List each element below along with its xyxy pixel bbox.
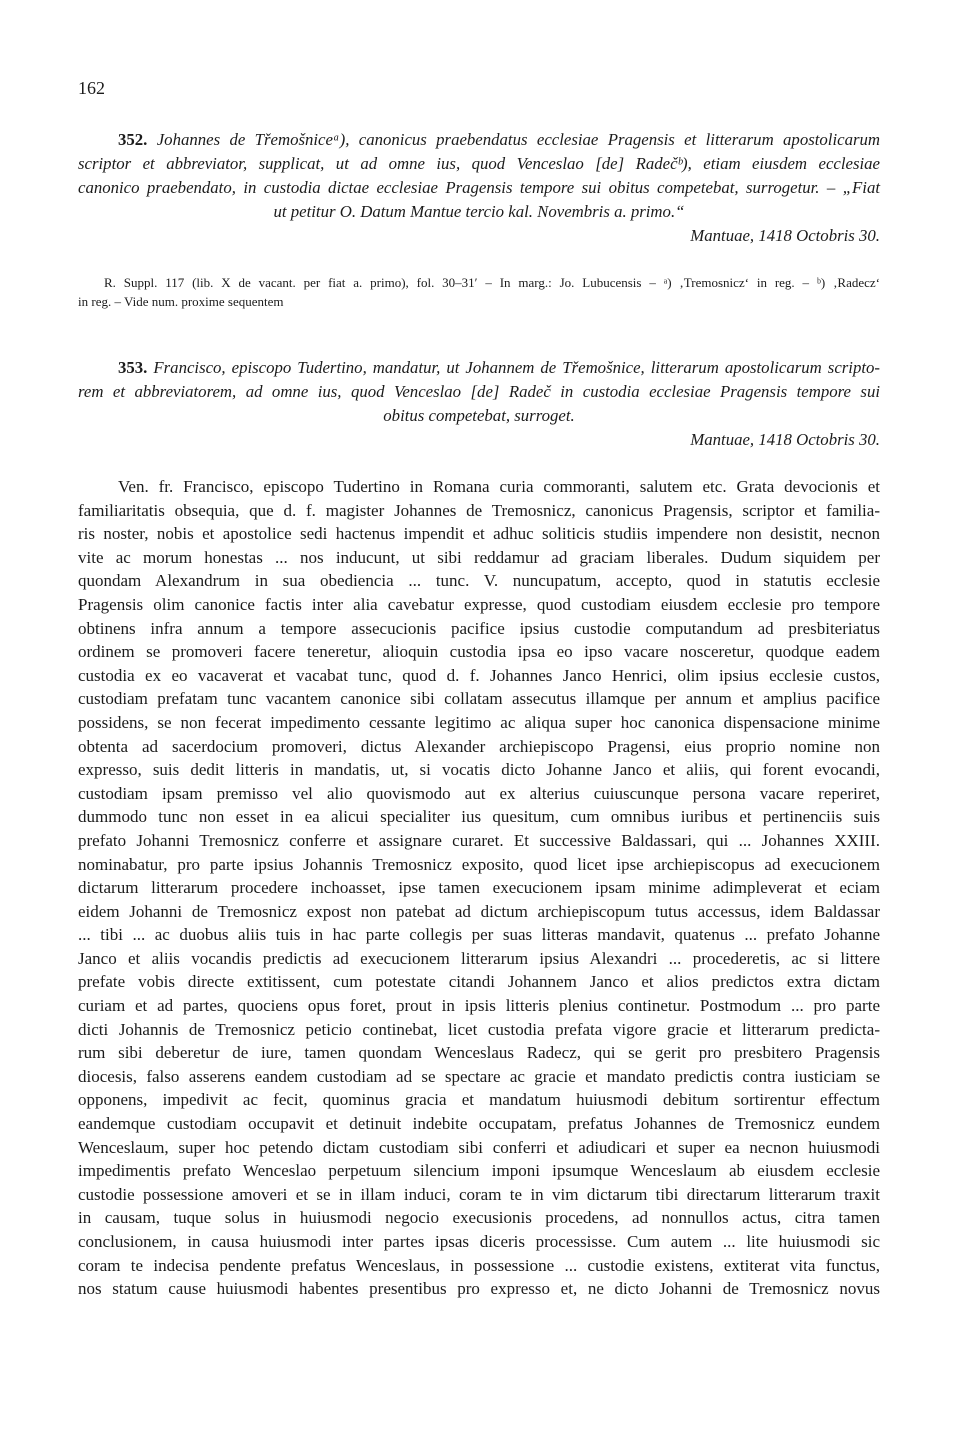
body-text-line: familiaritatis obsequia, que d. f. magister Johannes de Tremosnicz, canonicus Pragensis, scriptor et familia- [78,500,880,520]
summary-line-text: Francisco, episcopo Tudertino, mandatur, ut Johannem de Třemošnice, litterarum apostolicarum scripto- [153,358,880,377]
entry-352-summary [78,128,880,248]
body-text-line: Pragensis olim canonice factis inter alia cavebatur expresse, quod custodiam eiusdem ecclesie pro tempore [78,594,880,614]
body-text-line: nominabatur, pro parte ipsius Johannis Tremosnicz exposito, quod licet ipse archiepiscopus ad execucionem [78,854,880,874]
body-text-line: ris noster, nobis et apostolice sedi hactenus impendit et adhuc soliticis studiis impendere non desistit, necnon [78,524,880,544]
summary-line: scriptor et abbreviator, supplicat, ut ad omne ius, quod Venceslao [de] Radečᵇ), etiam eiusdem ecclesiae [78,154,880,173]
summary-center-line: ut petitur O. Datum Mantue tercio kal. Novembris a. primo.“ [273,202,685,221]
summary-line-text: Johannes de Třemošniceᵃ), canonicus praebendatus ecclesiae Pragensis et litterarum apostolicarum [156,130,880,149]
body-text-line: prefate vobis directe extitissent, cum potestate citandi Johannem Janco et alios predictos extra dictam [78,972,880,992]
body-text-line: ordinem se promoveri facere teneretur, alioquin custodia ipsa eo ipso vacare nosceretur, quodque eadem [78,642,880,662]
body-text-line: expresso, suis dedit litteris in mandatis, ut, si vocatis dicto Johanne Janco et aliis, qui forent evocandi, [78,760,880,780]
body-text-line: opponens, impedivit ac fecit, quominus gracia et mandatum huiusmodi debitum sortirentur effectum [78,1090,880,1110]
body-text-line: eidem Johanni de Tremosnicz expost non patebat ad dictum archiepiscopum tutus accessus, idem Baldassar [78,901,880,921]
body-text-line: custodia ex eo vacaverat et vacabat tunc, quod d. f. Johannes Janco Henrici, olim ipsius ecclesie custos, [78,665,880,685]
entry-353-summary [78,356,880,452]
apparatus-line: R. Suppl. 117 (lib. X de vacant. per fiat a. primo), fol. 30–31′ – In marg.: Jo. Lubucensis – ᵃ) ‚Tremosnicz‘ in reg. – ᵇ) ‚Radecz‘ [104,275,880,290]
entry-353-text [78,475,880,1301]
page-number: 162 [78,78,105,98]
body-text-line: in causam, tuque solus in huiusmodi negocio execusionis procedens, ad nonnullos actus, citra tamen [78,1208,880,1228]
summary-center-line: obitus competebat, surroget. [383,406,575,425]
body-text-line: obtenta ad sacerdocium promoveri, dictus Alexander archiepiscopo Pragensi, eius proprio nomine non [78,736,880,756]
entry-number: 353. [118,358,148,377]
body-text-line: Janco et aliis vocandis predictis ad execucionem litterarum ipsius Alexandri ... procederetis, ac si littere [78,948,880,968]
summary-line: rem et abbreviatorem, ad omne ius, quod Venceslao [de] Radeč in custodia ecclesiae Pragensis tempore sui [78,382,880,401]
entry-352-apparatus [78,273,880,311]
body-text-line: dummodo tunc non esset in ea alicui specialiter ius quesitum, cum omnibus iuribus et pertinenciis suis [78,807,880,827]
body-text-line: nos statum cause huiusmodi habentes presentibus pro expresso et, ne dicto Johanni de Tremosnicz novus [78,1279,880,1299]
entry-number: 352. [118,130,148,149]
body-text-line: custodie possessione amoveri et se in illam induci, coram te in vim dictarum tibi directarum litterarum traxit [78,1184,880,1204]
body-text-line: prefato Johanni Tremosnicz conferre et assignare curaret. Et successive Baldassari, qui ... Johannes XXIII. [78,830,880,850]
summary-first-line [78,356,880,380]
apparatus-line: in reg. – Vide num. proxime sequentem [78,294,284,309]
body-text-line: vite ac morum honestas ... nos inducunt, ut sibi reddamur ad graciam liberales. Dudum siquidem per [78,547,880,567]
body-text-line: rum sibi deberetur de iure, tamen quondam Wenceslaus Radecz, qui se gerit pro presbitero Pragensis [78,1043,880,1063]
body-text-line: eandemque custodiam occupavit et detinuit indebite occupatam, prefatus Johannes de Tremosnicz eundem [78,1114,880,1134]
body-text-line: ... tibi ... ac duobus aliis tuis in hac parte collegis per suas litteras mandavit, quatenus ... prefato Johanne [78,925,880,945]
body-text-line: obtinens infra annum a tempore assecucionis pacifice ipsius custodie computandum ad presbiteriatus [78,618,880,638]
summary-line: canonico praebendato, in custodia dictae ecclesiae Pragensis tempore sui obitus competebat, surrogetur. – „Fiat [78,178,880,197]
place-date: Mantuae, 1418 Octobris 30. [690,430,880,449]
body-text-line: curiam et ad partes, quociens opus foret, prout in ipsis litteris plenius continetur. Postmodum ... pro parte [78,996,880,1016]
summary-first-line [78,128,880,152]
body-text-line: diocesis, falso asserens eandem custodiam ad se spectare ac gracie et mandato predictis contra iusticiam se [78,1066,880,1086]
body-text-line: quondam Alexandrum in sua obediencia ... tunc. V. nuncupatum, accepto, quod in statutis ecclesie [78,571,880,591]
body-text-line: dicti Johannis de Tremosnicz peticio continebat, licet custodia prefata vigore gracie et litterarum predicta- [78,1019,880,1039]
body-text-line: impedimentis prefato Wenceslao perpetuum silencium imponi ipsumque Wenceslaum ab eiusdem ecclesie [78,1161,880,1181]
body-text-line: possidens, se non fecerat impedimento cessante legitimo ac aliqua super hoc canonica dispensacione minime [78,712,880,732]
body-text-line: custodiam prefatam tunc vacantem canonice sibi collatam assecutus illamque per annum et amplius pacifice [78,689,880,709]
place-date: Mantuae, 1418 Octobris 30. [690,226,880,245]
body-text-line: Wenceslaum, super hoc petendo dictam custodiam sibi conferri et adiudicari et super ea necnon huiusmodi [78,1137,880,1157]
body-text-line: coram te indecisa pendente prefatus Wenceslaus, in possessione ... custodie existens, extiterat vita functus, [78,1255,880,1275]
body-text-line: conclusionem, in causa huiusmodi inter partes ipsas diceris processisse. Cum autem ... lite huiusmodi sic [78,1232,880,1251]
body-text-line: Ven. fr. Francisco, episcopo Tudertino in Romana curia commoranti, salutem etc. Grata devocionis et [118,477,880,496]
body-text-line: custodiam ipsam premisso vel alio quovismodo aut ex alterius cuiuscunque persona vacare reperiret, [78,783,880,803]
body-text-line: dictarum litterarum procedere inchoasset, ipse tamen execucionem ipsam minime adimpleverat et eciam [78,878,880,898]
